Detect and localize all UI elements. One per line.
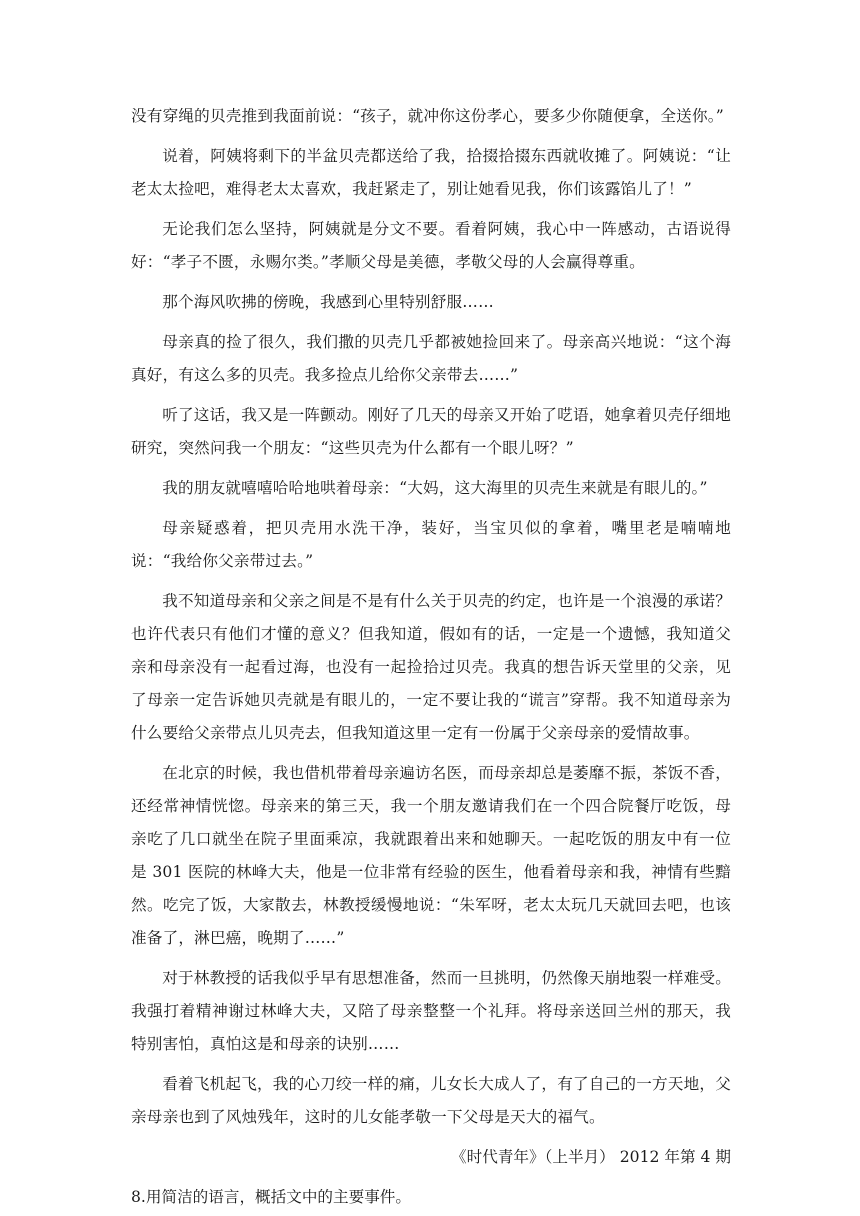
paragraph: 说着，阿姨将剩下的半盆贝壳都送给了我，拾掇拾掇东西就收摊了。阿姨说：“让老太太捡吧，难得老太太喜欢，我赶紧走了，别让她看见我，你们该露馅儿了！” bbox=[131, 147, 731, 198]
paragraph: 没有穿绳的贝壳推到我面前说：“孩子，就冲你这份孝心，要多少你随便拿，全送你。” bbox=[131, 107, 724, 125]
paragraph: 无论我们怎么坚持，阿姨就是分文不要。看着阿姨，我心中一阵感动，古语说得好：“孝子不匮，永赐尔类。”孝顺父母是美德，孝敬父母的人会赢得尊重。 bbox=[131, 220, 731, 271]
paragraph: 我的朋友就嘻嘻哈哈地哄着母亲：“大妈，这大海里的贝壳生来就是有眼儿的。” bbox=[162, 479, 708, 497]
paragraph: 对于林教授的话我似乎早有思想准备，然而一旦挑明，仍然像天崩地裂一样难受。我强打着精神谢过林峰大夫，又陪了母亲整整一个礼拜。将母亲送回兰州的那天，我特别害怕，真怕这是和母亲的诀别…… bbox=[131, 969, 731, 1053]
paragraph: 听了这话，我又是一阵颤动。刚好了几天的母亲又开始了呓语，她拿着贝壳仔细地研究，突然问我一个朋友：“这些贝壳为什么都有一个眼儿呀？” bbox=[131, 406, 731, 457]
article-body bbox=[131, 100, 731, 1214]
paragraph: 我不知道母亲和父亲之间是不是有什么关于贝壳的约定，也许是一个浪漫的承诺？也许代表只有他们才懂的意义？但我知道，假如有的话，一定是一个遗憾，我知道父亲和母亲没有一起看过海，也没有一起捡拾过贝壳。我真的想告诉天堂里的父亲，见了母亲一定告诉她贝壳就是有眼儿的，一定不要让我的“谎言”穿帮。我不知道母亲为什么要给父亲带点儿贝壳去，但我知道这里一定有一份属于父亲母亲的爱情故事。 bbox=[131, 592, 731, 742]
paragraph: 母亲真的捡了很久，我们撒的贝壳几乎都被她捡回来了。母亲高兴地说：“这个海真好，有这么多的贝壳。我多捡点儿给你父亲带去……” bbox=[131, 333, 731, 384]
question-prompt: 8.用简洁的语言，概括文中的主要事件。 bbox=[131, 1188, 411, 1206]
source-citation: 《时代青年》（上半月） 2012 年第 4 期 bbox=[451, 1148, 731, 1166]
paragraph: 在北京的时候，我也借机带着母亲遍访名医，而母亲却总是萎靡不振，茶饭不香，还经常神情恍惚。母亲来的第三天，我一个朋友邀请我们在一个四合院餐厅吃饭，母亲吃了几口就坐在院子里面乘凉，我就跟着出来和她聊天。一起吃饭的朋友中有一位是 301 医院的林峰大夫，他是一位非常有经验的医生，他看着母亲和我，神情有些黯然。吃完了饭，大家散去，林教授缓慢地说：“朱军呀，老太太玩几天就回去吧，也该准备了，淋巴癌，晚期了……” bbox=[131, 764, 731, 947]
paragraph: 那个海风吹拂的傍晚，我感到心里特别舒服…… bbox=[162, 293, 494, 311]
paragraph: 看着飞机起飞，我的心刀绞一样的痛，儿女长大成人了，有了自己的一方天地，父亲母亲也到了风烛残年，这时的儿女能孝敬一下父母是天大的福气。 bbox=[131, 1075, 731, 1126]
paragraph: 母亲疑惑着，把贝壳用水洗干净，装好，当宝贝似的拿着，嘴里老是喃喃地说：“我给你父亲带过去。” bbox=[131, 519, 731, 570]
